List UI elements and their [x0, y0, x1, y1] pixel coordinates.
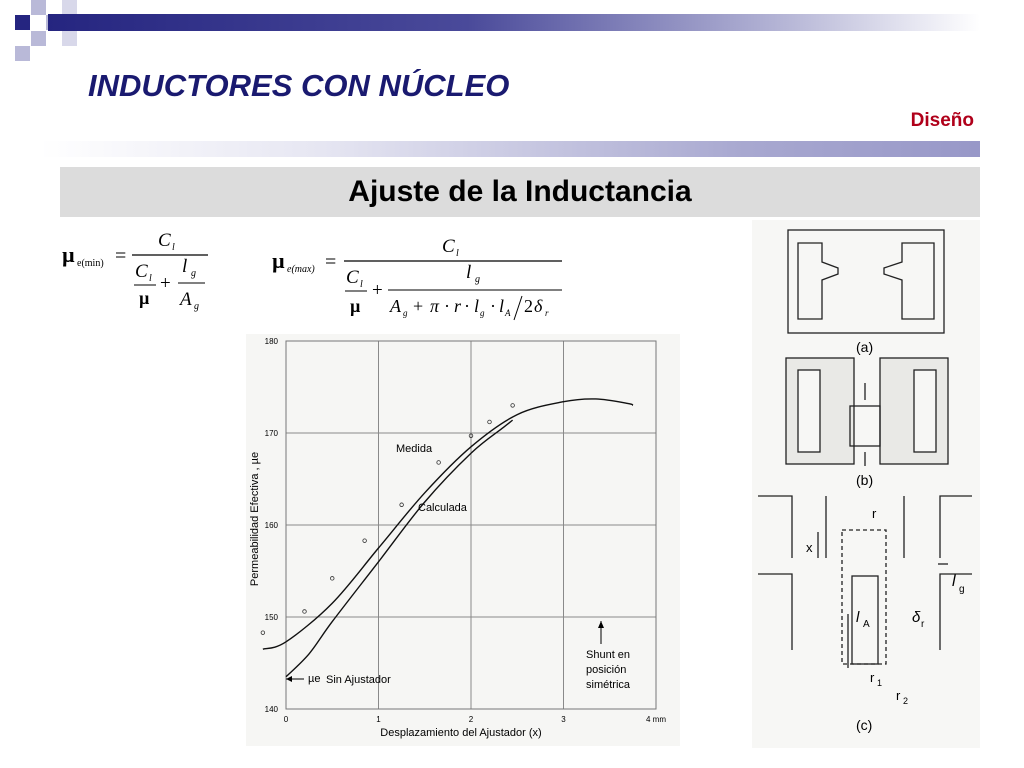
- svg-text:r: r: [545, 308, 549, 318]
- y-axis-label: Permeabilidad Efectiva , µe: [249, 451, 261, 587]
- svg-text:δ: δ: [534, 296, 543, 316]
- diagram-r-label: r: [872, 506, 877, 521]
- svg-text:l: l: [360, 279, 363, 290]
- formula-max-lhs-sub: e(max): [287, 264, 315, 275]
- svg-text:g: g: [480, 308, 485, 318]
- header-bar: [48, 14, 980, 31]
- formula-mu-min: [60, 222, 220, 322]
- core-shunt-diagram: [752, 220, 980, 748]
- y-tick-label: 160: [264, 521, 278, 530]
- diagram-lg-label: l: [952, 573, 956, 590]
- corner-square: [15, 15, 30, 30]
- x-tick-label: 4 mm: [646, 715, 666, 724]
- svg-text:·: ·: [490, 296, 496, 316]
- page-subtitle: Diseño: [910, 110, 974, 131]
- diagram-r2-sub: 2: [903, 696, 909, 706]
- svg-text:=: =: [325, 251, 337, 273]
- corner-square: [31, 0, 46, 15]
- label-sin-ajustador: Sin Ajustador: [326, 674, 391, 686]
- x-tick-label: 3: [561, 715, 566, 724]
- svg-text:l: l: [499, 296, 505, 316]
- corner-square: [31, 31, 46, 46]
- y-tick-label: 180: [264, 337, 278, 346]
- permeability-chart: [246, 334, 680, 746]
- diagram-delta-sub: r: [921, 619, 925, 630]
- svg-text:µ: µ: [139, 288, 150, 308]
- divider-bar: [40, 141, 980, 157]
- svg-text:·: ·: [444, 296, 450, 316]
- svg-text:r: r: [454, 296, 462, 316]
- corner-square: [62, 31, 77, 46]
- diagram-r1-label: r: [870, 670, 875, 685]
- svg-text:l: l: [182, 256, 188, 277]
- section-title: Ajuste de la Inductancia: [348, 175, 692, 208]
- formula-mu-max: [270, 228, 570, 328]
- page-title: INDUCTORES CON NÚCLEO: [88, 68, 510, 103]
- svg-text:g: g: [403, 308, 408, 318]
- svg-text:l: l: [474, 296, 480, 316]
- svg-text:C: C: [158, 230, 171, 251]
- svg-text:µ: µ: [350, 296, 361, 316]
- svg-text:+: +: [160, 273, 171, 294]
- svg-text:l: l: [456, 248, 459, 259]
- svg-text:l: l: [172, 242, 175, 253]
- svg-text:µ: µ: [62, 242, 75, 267]
- svg-text:+: +: [372, 280, 383, 301]
- section-band: [60, 167, 980, 217]
- diagram-la-sub: A: [863, 619, 870, 630]
- diagram-la-label: l: [856, 609, 860, 626]
- x-tick-label: 0: [283, 715, 289, 724]
- label-calculada: Calculada: [418, 502, 467, 514]
- svg-text:g: g: [191, 268, 196, 279]
- svg-text:π: π: [430, 296, 440, 316]
- y-tick-label: 140: [264, 705, 278, 714]
- diagram-lg-sub: g: [959, 584, 965, 595]
- svg-text:A: A: [180, 289, 192, 310]
- svg-text:C: C: [442, 236, 455, 257]
- svg-text:A: A: [505, 308, 511, 318]
- svg-text:+: +: [413, 296, 424, 316]
- corner-square: [62, 0, 77, 15]
- svg-text:g: g: [475, 274, 480, 285]
- diagram-label-c: (c): [856, 717, 873, 733]
- x-tick-label: 1: [376, 715, 381, 724]
- formula-min-lhs-sub: e(min): [77, 258, 104, 269]
- label-shunt-3: simétrica: [586, 679, 631, 691]
- diagram-label-b: (b): [856, 472, 874, 488]
- diagram-label-a: (a): [856, 339, 874, 355]
- y-tick-label: 170: [264, 429, 278, 438]
- svg-text:=: =: [115, 245, 127, 267]
- svg-text:g: g: [194, 301, 199, 312]
- svg-text:l: l: [149, 273, 152, 284]
- svg-text:·: ·: [464, 296, 470, 316]
- diagram-r2-label: r: [896, 688, 901, 703]
- label-medida: Medida: [396, 443, 433, 455]
- diagram-delta-label: δ: [912, 609, 921, 626]
- x-axis-label: Desplazamiento del Ajustador (x): [380, 727, 542, 739]
- svg-text:µ: µ: [272, 248, 285, 273]
- x-tick-label: 2: [468, 715, 474, 724]
- svg-text:C: C: [135, 261, 148, 282]
- svg-text:l: l: [466, 262, 472, 283]
- label-mu-e: µe: [308, 673, 321, 685]
- diagram-x-label: x: [806, 540, 813, 555]
- svg-text:2: 2: [524, 296, 533, 316]
- corner-square: [15, 46, 30, 61]
- svg-text:A: A: [390, 296, 401, 316]
- label-shunt-1: Shunt en: [586, 649, 631, 661]
- y-tick-label: 150: [264, 613, 278, 622]
- label-shunt-2: posición: [586, 664, 627, 676]
- diagram-r1-sub: 1: [877, 678, 883, 688]
- svg-text:C: C: [346, 267, 359, 288]
